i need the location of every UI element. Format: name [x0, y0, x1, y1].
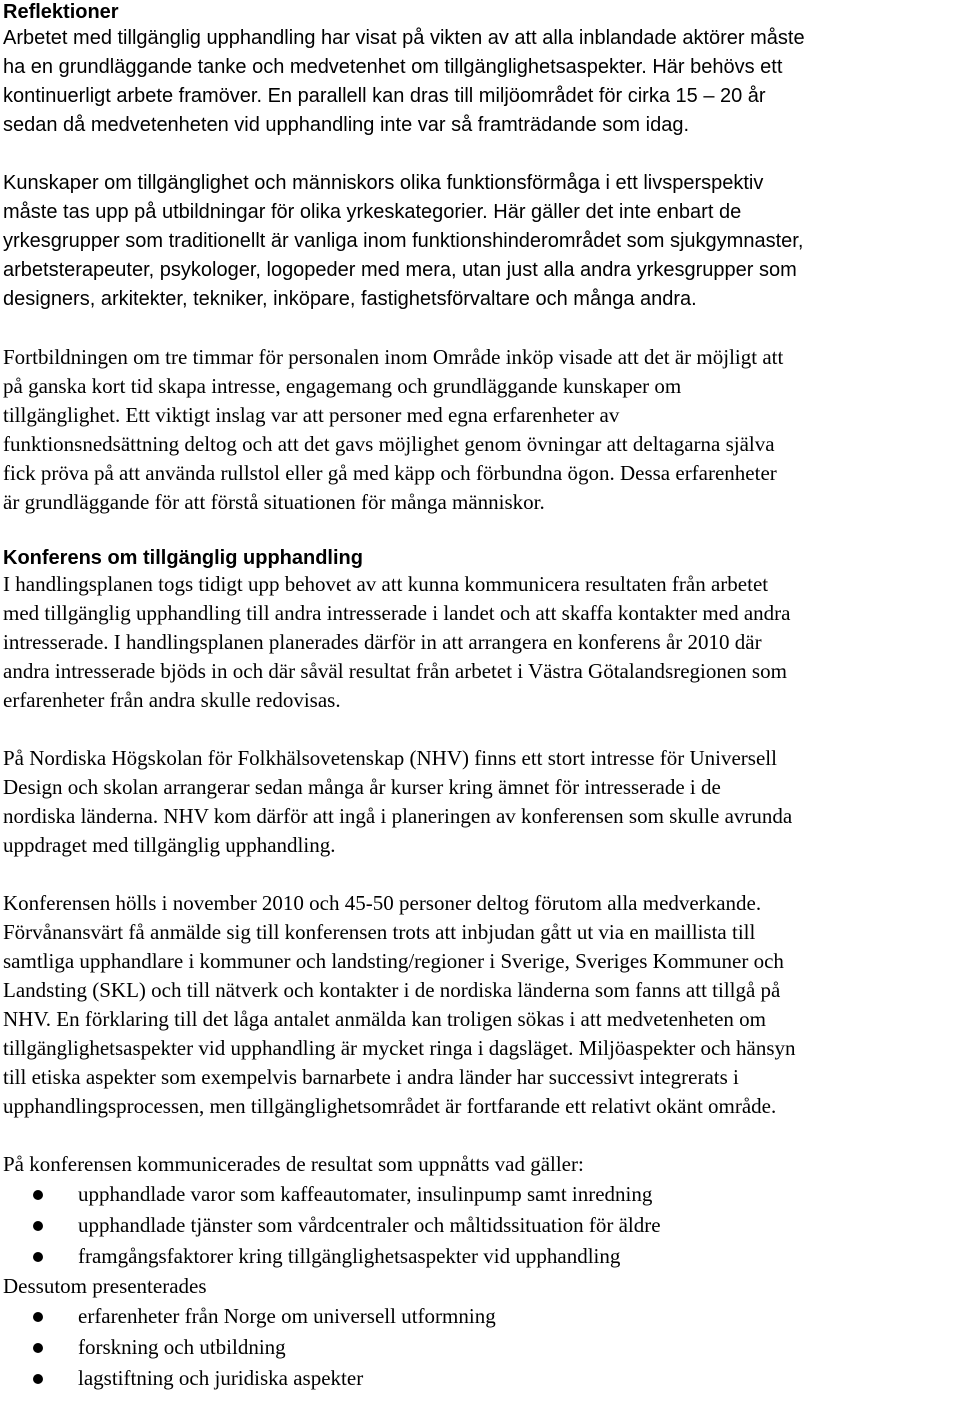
section-heading-reflektioner: Reflektioner [3, 1, 119, 23]
list-item [3, 1301, 958, 1332]
results-intro: På konferensen kommunicerades de resultat som uppnåtts vad gäller: [3, 1152, 584, 1176]
bullet-icon [33, 1343, 43, 1353]
paragraph-handlingsplanen: I handlingsplanen togs tidigt upp behovet av att kunna kommunicera resultaten från arbetet med tillgänglig upphandling till andra intresserade i landet och att skaffa kontakter med andra intresserade. I handlingsplanen planerades därför in att arrangera en konferens år 2010 där andra intresserade bjöds in och där såväl resultat från arbetet i Västra Götalandsregionen som erfarenheter från andra skulle redovisas. [3, 572, 791, 712]
paragraph-reflektioner-intro: Arbetet med tillgänglig upphandling har visat på vikten av att alla inblandade aktörer måste ha en grundläggande tanke och medvetenhet om tillgänglighetsaspekter. Här behövs ett kontinuerligt arbete framöver. En parallell kan dras till miljöområdet för cirka 15 – 20 år sedan då medvetenheten vid upphandling inte var så framträdande som idag. [3, 27, 805, 136]
paragraph-spacer [3, 517, 958, 546]
bullet-icon [33, 1221, 43, 1231]
list-item-text: upphandlade tjänster som vårdcentraler och måltidssituation för äldre [78, 1213, 661, 1237]
list-item-text: lagstiftning och juridiska aspekter [78, 1366, 364, 1390]
paragraph-spacer [3, 140, 958, 169]
list-item-text: framgångsfaktorer kring tillgänglighetsaspekter vid upphandling [78, 1244, 621, 1268]
document-page [3, 0, 958, 1394]
bullet-icon [33, 1374, 43, 1384]
section-heading-konferens: Konferens om tillgänglig upphandling [3, 547, 363, 569]
bullet-icon [33, 1312, 43, 1322]
list-item [3, 1179, 958, 1210]
paragraph-fortbildningen: Fortbildningen om tre timmar för personalen inom Område inköp visade att det är möjligt att på ganska kort tid skapa intresse, engagemang och grundläggande kunskaper om tillgänglighet. Ett viktigt inslag var att personer med egna erfarenheter av funktionsnedsättning deltog och att det gavs möjlighet genom övningar att deltagarna själva fick pröva på att använda rullstol eller gå med käpp och förbundna ögon. Dessa erfarenheter är grundläggande för att förstå situationen för många människor. [3, 345, 784, 514]
also-list [3, 1301, 958, 1394]
list-item [3, 1241, 958, 1272]
results-list [3, 1179, 958, 1272]
list-item [3, 1332, 958, 1363]
list-item [3, 1210, 958, 1241]
paragraph-spacer [3, 715, 958, 744]
paragraph-spacer [3, 860, 958, 889]
list-item-text: erfarenheter från Norge om universell utformning [78, 1304, 496, 1328]
list-item-text: upphandlade varor som kaffeautomater, insulinpump samt inredning [78, 1182, 653, 1206]
paragraph-nhv: På Nordiska Högskolan för Folkhälsovetenskap (NHV) finns ett stort intresse för Universell Design och skolan arrangerar sedan många år kurser kring ämnet för intresserade i de nordiska länderna. NHV kom därför att ingå i planeringen av konferensen som skulle avrunda uppdraget med tillgänglig upphandling. [3, 746, 793, 857]
bullet-icon [33, 1190, 43, 1200]
paragraph-konferensen: Konferensen hölls i november 2010 och 45-50 personer deltog förutom alla medverkande. Förvånansvärt få anmälde sig till konferensen trots att inbjudan gått ut via en maillista till samtliga upphandlare i kommuner och landsting/regioner i Sverige, Sveriges Kommuner och Landsting (SKL) och till nätverk och kontakter i de nordiska länderna som fanns att tillgå på NHV. En förklaring till det låga antalet anmälda kan troligen sökas i att medvetenheten om tillgänglighetsaspekter vid upphandling är mycket ringa i dagsläget. Miljöaspekter och hänsyn till etiska aspekter som exempelvis barnarbete i andra länder har successivt integrerats i upphandlingsprocessen, men tillgänglighetsområdet är fortfarande ett relativt okänt område. [3, 891, 796, 1118]
also-intro: Dessutom presenterades [3, 1274, 207, 1298]
paragraph-kunskaper: Kunskaper om tillgänglighet och människors olika funktionsförmåga i ett livsperspektiv måste tas upp på utbildningar för olika yrkeskategorier. Här gäller det inte enbart de yrkesgrupper som traditionellt är vanliga inom funktionshinderområdet som sjukgymnaster, arbetsterapeuter, psykologer, logopeder med mera, utan just alla andra yrkesgrupper som designers, arkitekter, tekniker, inköpare, fastighetsförvaltare och många andra. [3, 172, 804, 310]
list-item [3, 1363, 958, 1394]
list-item-text: forskning och utbildning [78, 1335, 286, 1359]
paragraph-spacer [3, 314, 958, 343]
paragraph-spacer [3, 1121, 958, 1150]
bullet-icon [33, 1252, 43, 1262]
